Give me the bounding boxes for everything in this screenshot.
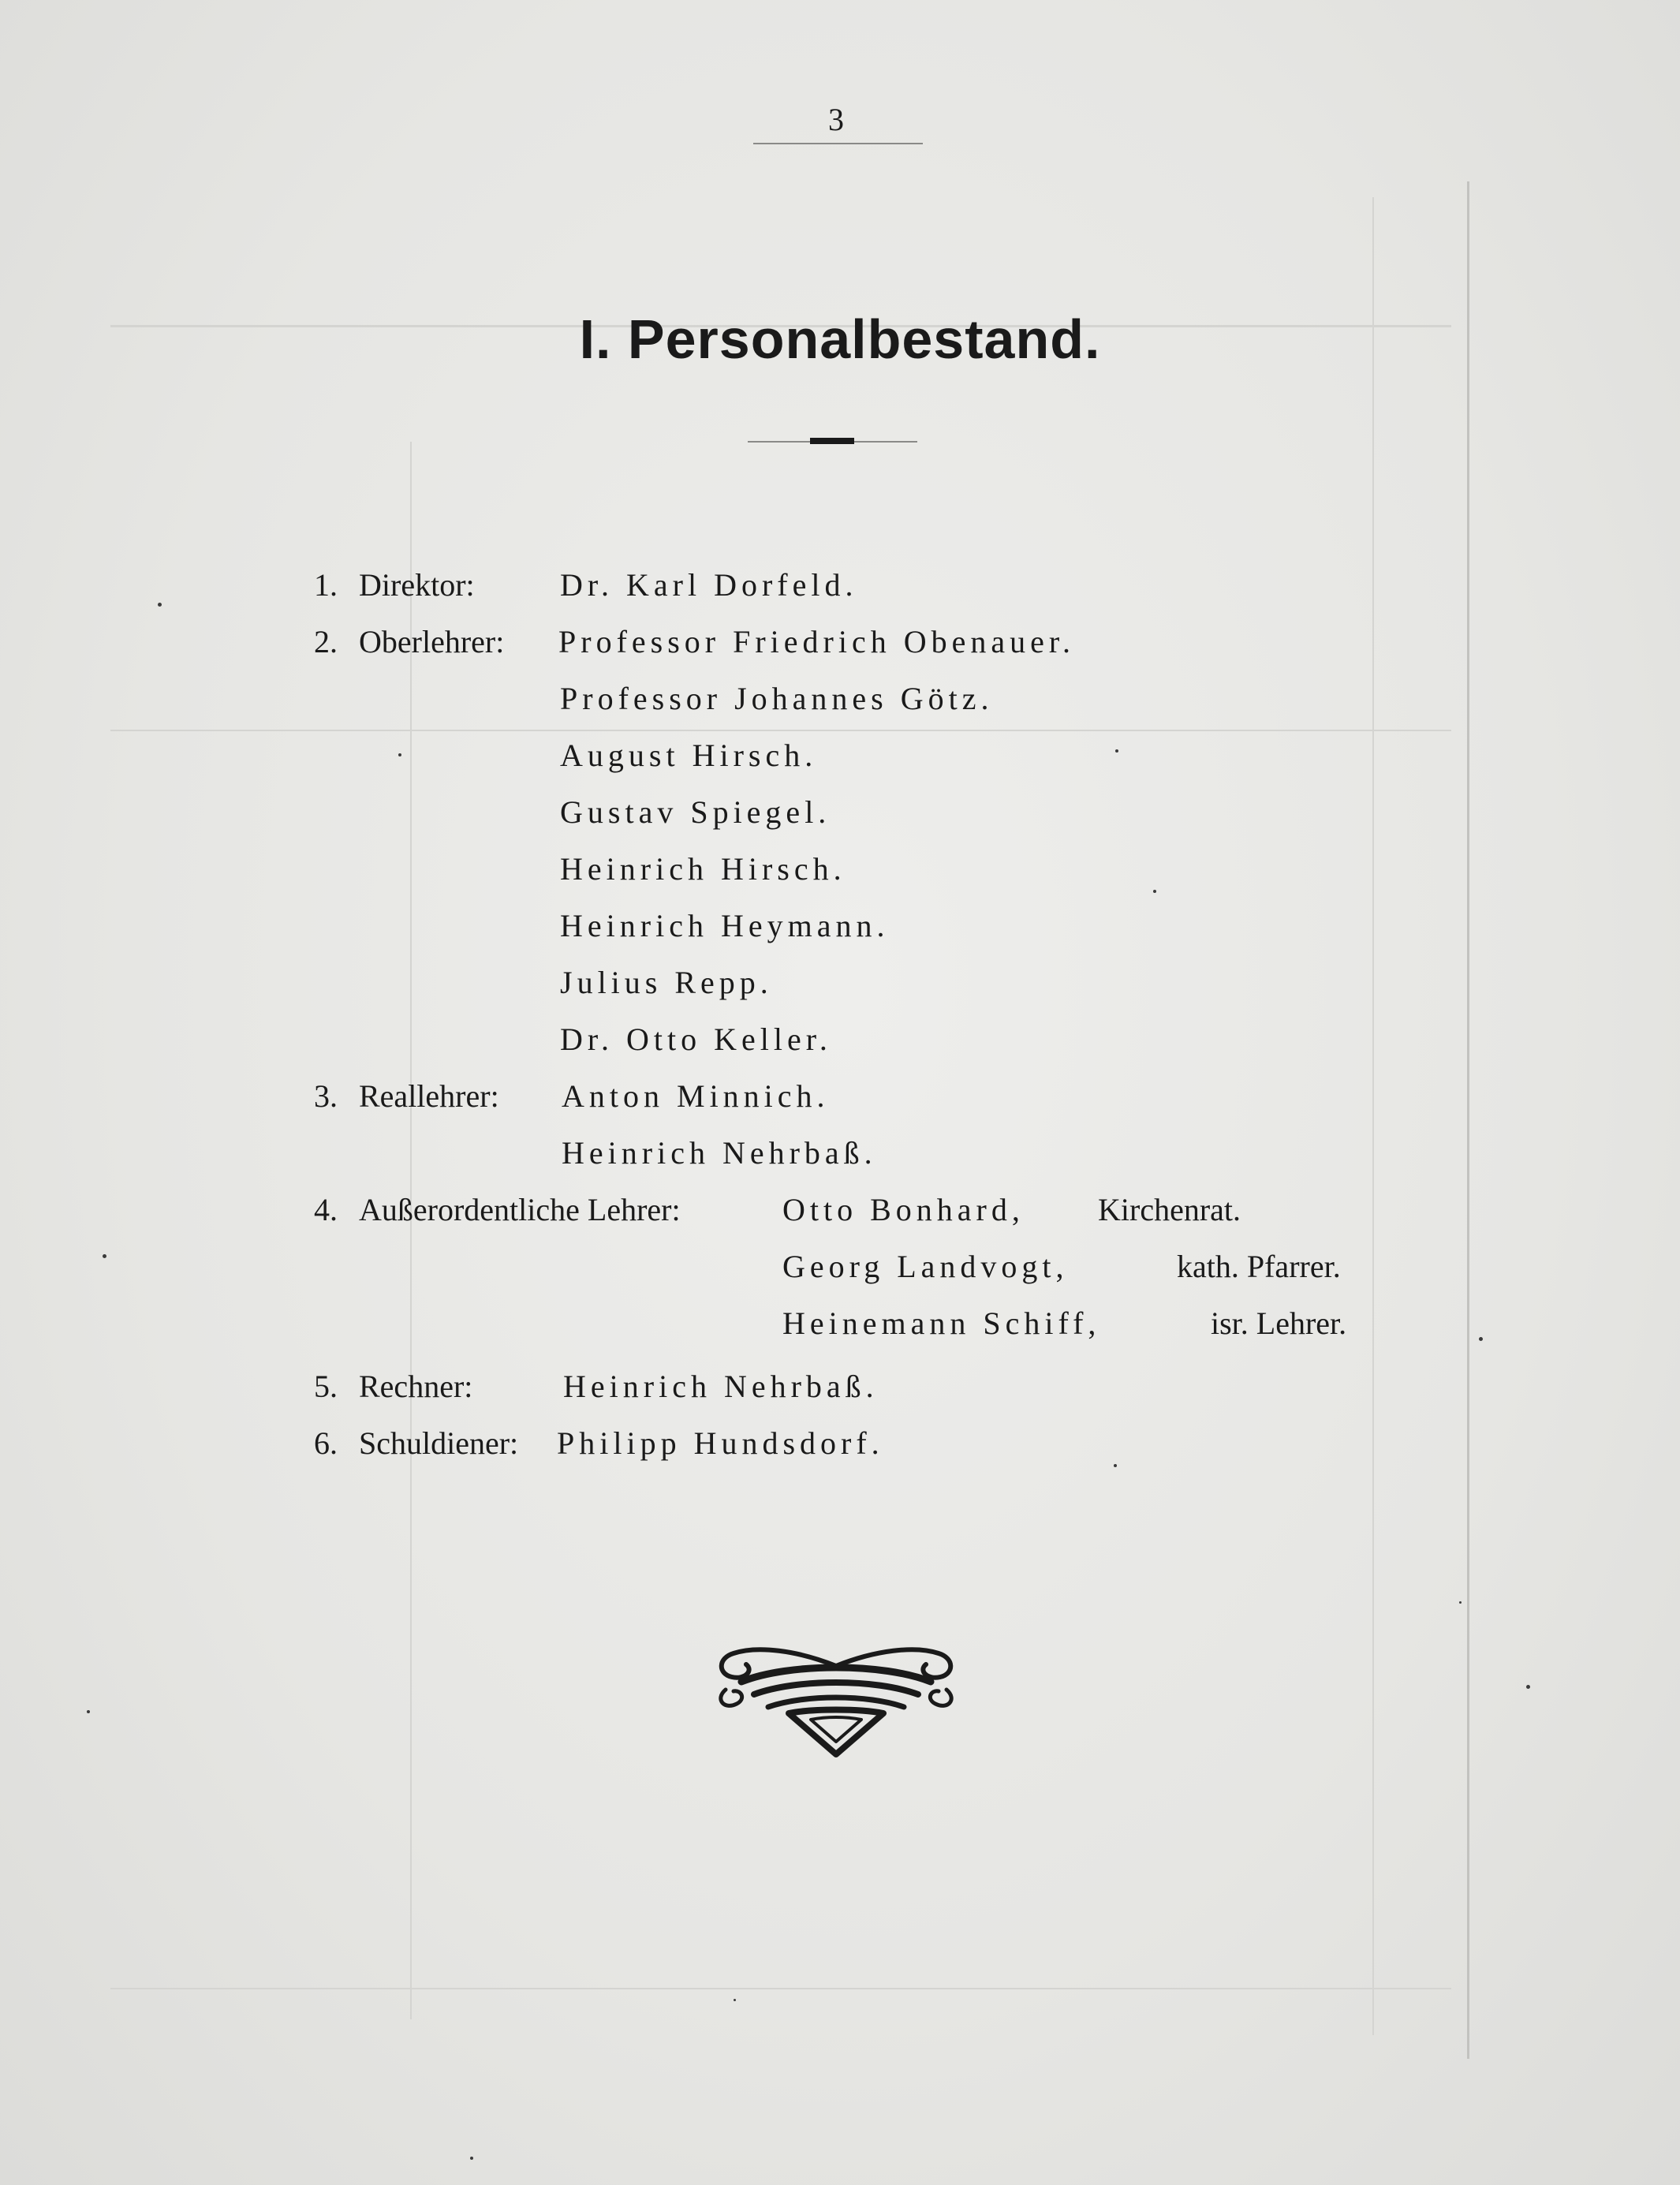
entry-note: kath. Pfarrer.	[1177, 1249, 1341, 1284]
entry-category: Rechner:	[359, 1369, 473, 1404]
page-title: I. Personalbestand.	[579, 308, 1101, 370]
entry-number: 2.	[314, 624, 338, 659]
entry-number: 5.	[314, 1369, 338, 1404]
entry-name: Heinrich Hirsch.	[560, 851, 846, 887]
dust-speck	[734, 1999, 736, 2001]
entry-category: Schuldiener:	[359, 1425, 519, 1461]
dust-speck	[1115, 749, 1118, 753]
dust-speck	[1479, 1337, 1483, 1341]
bleed-through-rule	[110, 730, 1451, 731]
entry-name: Gustav Spiegel.	[560, 794, 831, 830]
entry-category: Außerordentliche Lehrer:	[359, 1192, 681, 1227]
title-divider-bold	[810, 438, 854, 444]
dust-speck	[158, 603, 162, 607]
entry-category: Reallehrer:	[359, 1078, 499, 1114]
entry-name: August Hirsch.	[560, 738, 818, 773]
bleed-through-rule	[1467, 181, 1469, 2059]
entry-name: Julius Repp.	[560, 965, 773, 1000]
dust-speck	[1459, 1601, 1462, 1604]
entry-number: 1.	[314, 567, 338, 603]
entry-number: 6.	[314, 1425, 338, 1461]
entry-category: Direktor:	[359, 567, 475, 603]
dust-speck	[1114, 1464, 1117, 1467]
entry-note: Kirchenrat.	[1098, 1192, 1241, 1227]
entry-name: Anton Minnich.	[562, 1078, 830, 1114]
dust-speck	[1526, 1685, 1530, 1689]
dust-speck	[470, 2157, 473, 2160]
dust-speck	[398, 753, 401, 756]
entry-name: Dr. Karl Dorfeld.	[560, 567, 858, 603]
dust-speck	[103, 1254, 106, 1258]
entry-name: Heinrich Heymann.	[560, 908, 890, 943]
entry-name: Heinrich Nehrbaß.	[563, 1369, 879, 1404]
entry-name: Professor Friedrich Obenauer.	[558, 624, 1075, 659]
entry-note: isr. Lehrer.	[1211, 1305, 1347, 1341]
entry-name: Georg Landvogt,	[782, 1249, 1069, 1284]
bleed-through-rule	[110, 1988, 1451, 1989]
bleed-through-rule	[410, 442, 412, 2019]
entry-name: Heinrich Nehrbaß.	[562, 1135, 877, 1171]
entry-name: Heinemann Schiff,	[782, 1305, 1101, 1341]
dust-speck	[87, 1710, 90, 1713]
entry-name: Professor Johannes Götz.	[560, 681, 994, 716]
entry-number: 4.	[314, 1192, 338, 1227]
page-number: 3	[828, 102, 844, 137]
entry-number: 3.	[314, 1078, 338, 1114]
entry-name: Philipp Hundsdorf.	[557, 1425, 884, 1461]
ornament-vignette	[710, 1634, 962, 1761]
page-number-rule	[753, 143, 923, 144]
entry-category: Oberlehrer:	[359, 624, 505, 659]
entry-name: Dr. Otto Keller.	[560, 1022, 832, 1057]
bleed-through-rule	[1372, 197, 1374, 2035]
entry-name: Otto Bonhard,	[782, 1192, 1025, 1227]
dust-speck	[1153, 890, 1156, 893]
